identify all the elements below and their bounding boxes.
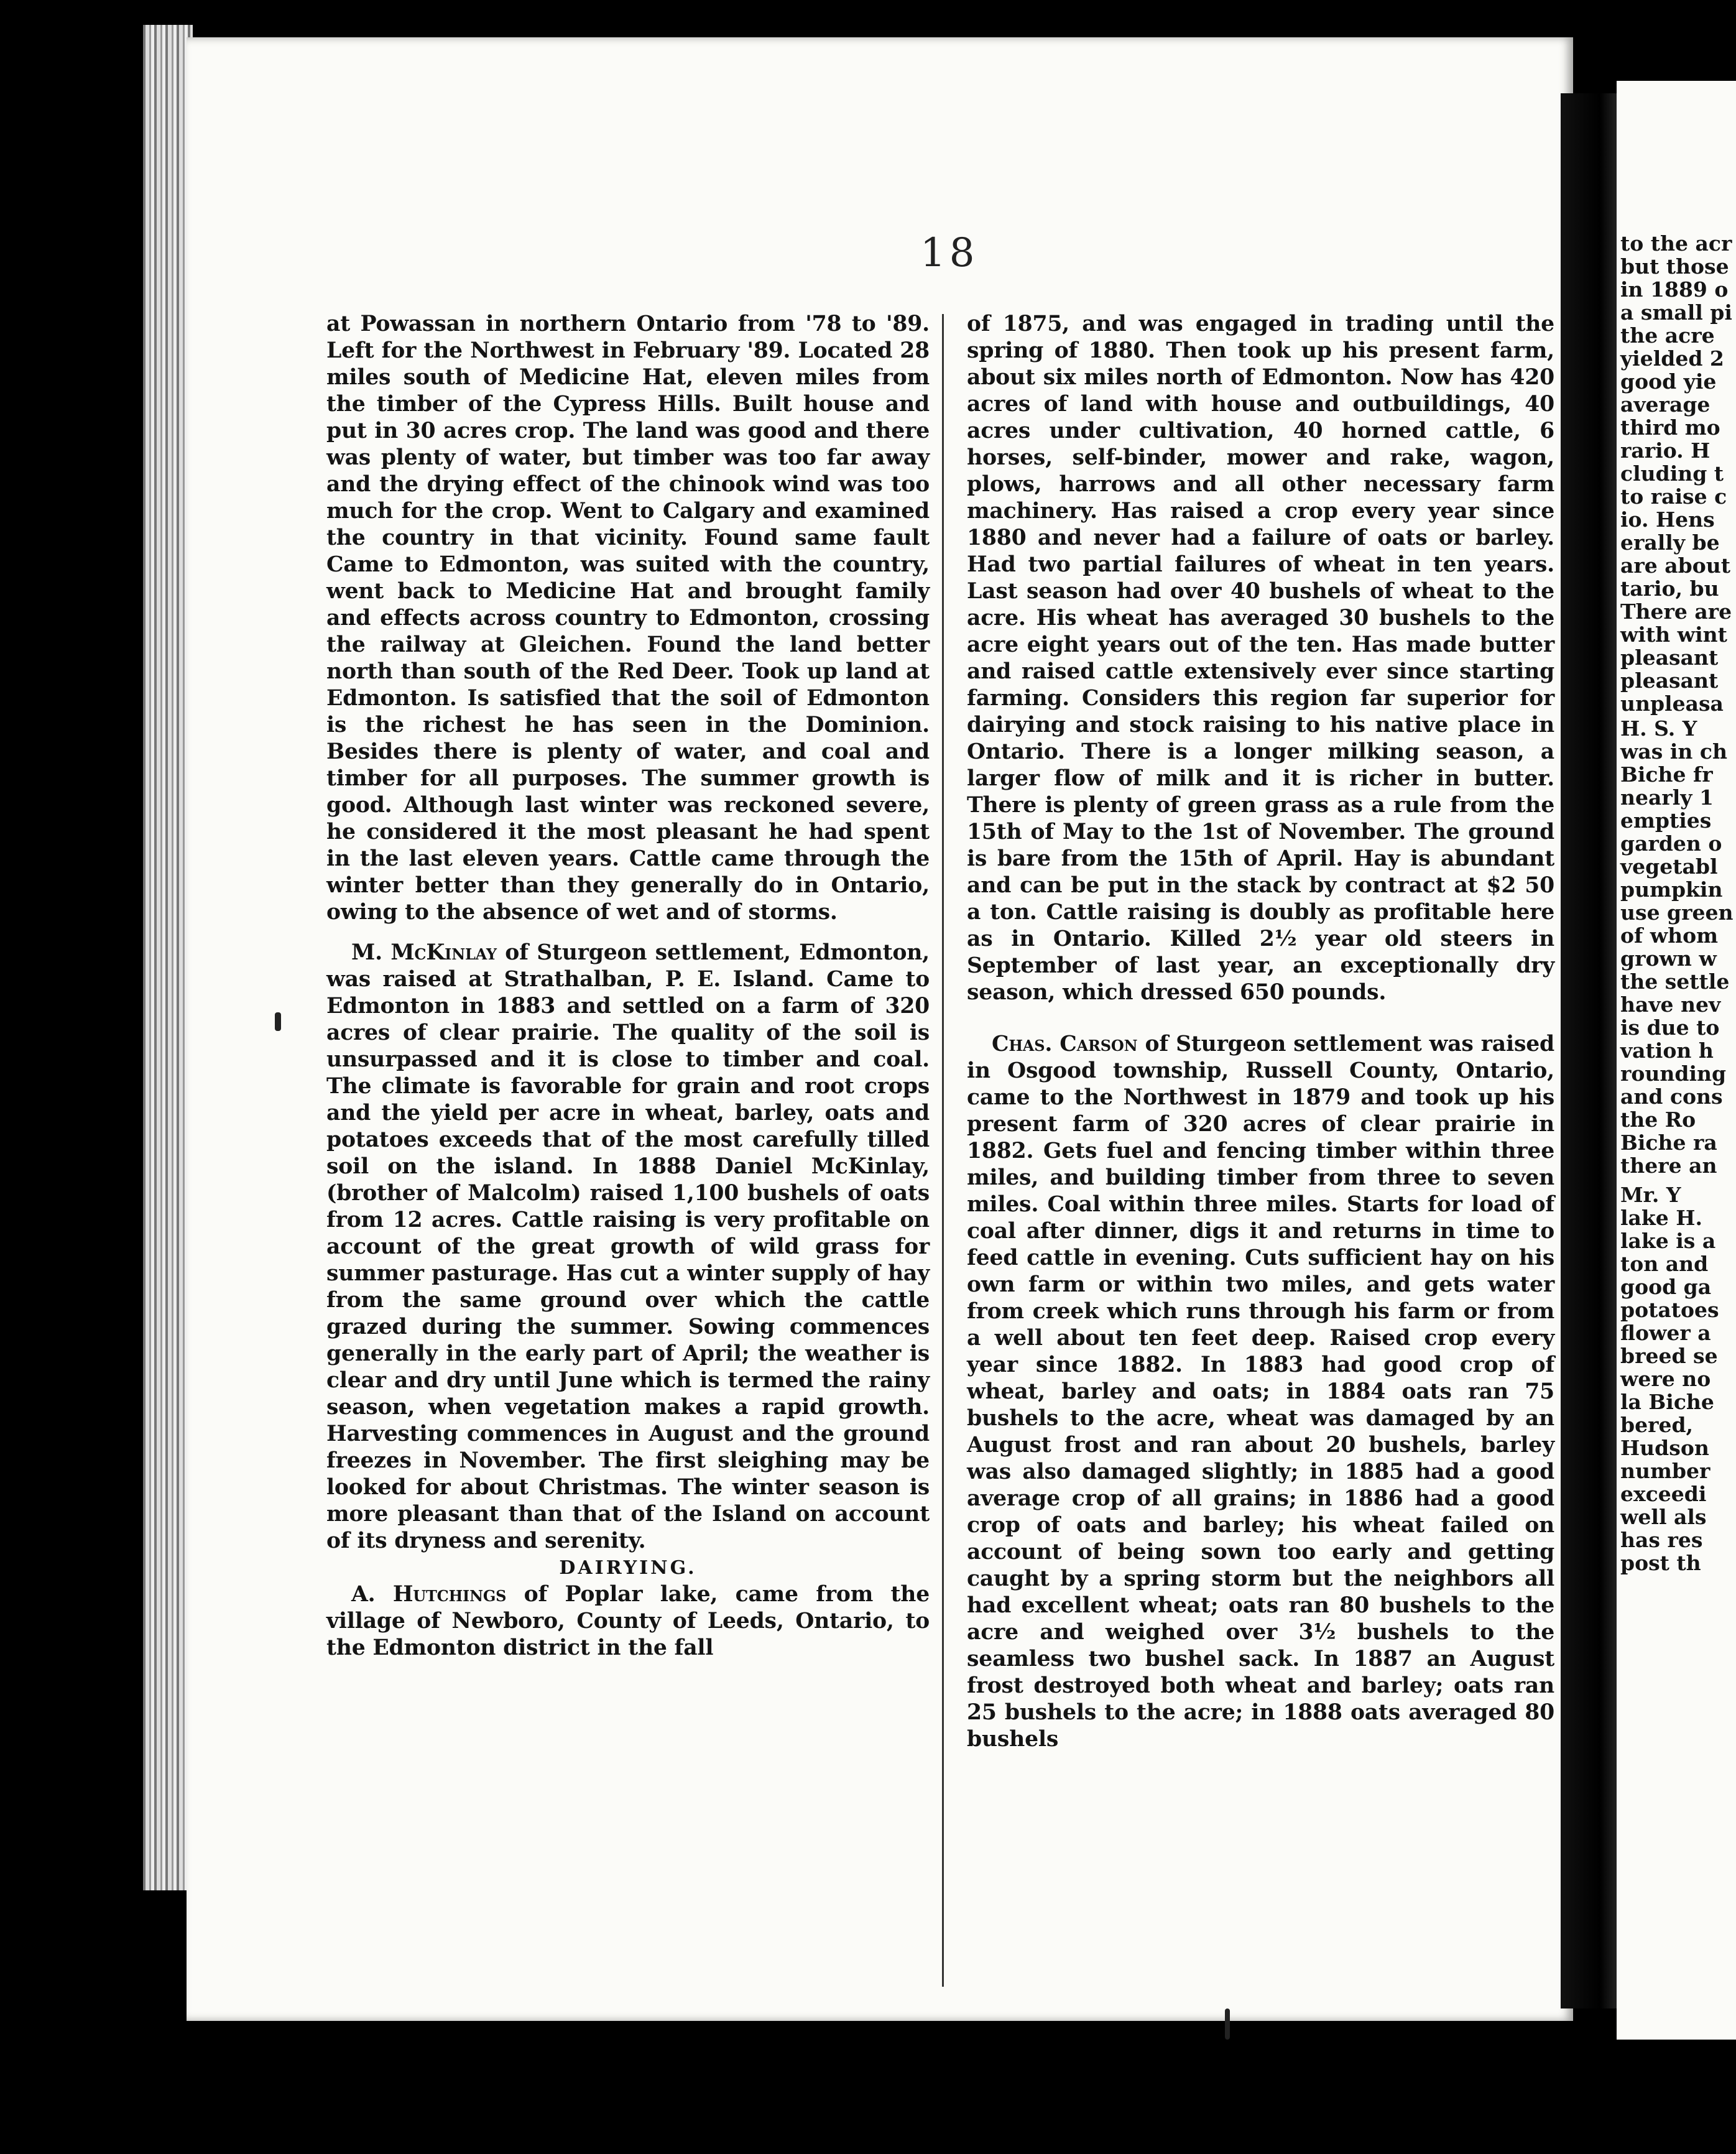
fragment-line: Mr. Y (1620, 1183, 1681, 1207)
fragment-line: erally be (1620, 530, 1720, 555)
fragment-line: average (1620, 392, 1711, 417)
fragment-line: grown w (1620, 946, 1717, 971)
fragment-line: good ga (1620, 1275, 1712, 1299)
fragment-line: yielded 2 (1620, 346, 1724, 371)
person-name: M. McKinlay (351, 940, 497, 965)
fragment-line: the Ro (1620, 1107, 1696, 1132)
paragraph-powassan: at Powassan in northern Ontario from '78 to '89. Left for the Northwest in February '89. Located 28 miles south of Medicine Hat, eleven miles from the timber of the Cypress Hills. Built house and put in 30 acres crop. The land was good and there was plenty of water, but timber was too far away and the drying effect of the chinook wind was too much for the crop. Went to Calgary and examined the country in that vicinity. Found same fault Came to Edmonton, was suited with the country, went back to Medicine Hat and brought family and effects across country to Edmonton, crossing the railway at Gleichen. Found the land better north than south of the Red Deer. Took up land at Edmonton. Is satisfied that the soil of Edmonton is the richest he has seen in the Dominion. Besides there is plenty of water, and coal and timber for all purposes. The summer growth is good. Although last winter was reckoned severe, he considered it the most pleasant he had spent in the last eleven years. Cattle came through the winter better than they generally do in Ontario, owing to the absence of wet and of storms. (326, 312, 930, 925)
fragment-line: vegetabl (1620, 854, 1718, 879)
margin-mark (275, 1012, 281, 1031)
fragment-line: pumpkin (1620, 877, 1723, 902)
fragment-line: a small pi (1620, 300, 1732, 325)
paragraph-hutchings (326, 1581, 930, 1662)
fragment-line: pleasant (1620, 645, 1719, 670)
paragraph-carson (967, 1031, 1554, 1753)
person-name: A. Hutchings (351, 1582, 507, 1607)
section-heading-dairying: DAIRYING. (559, 1557, 697, 1579)
paragraph-text: of Poplar lake, came from the village of Newboro, County of Leeds, Ontario, to the Edmonton district in the fall (326, 1582, 930, 1660)
fragment-line: Hudson (1620, 1436, 1709, 1460)
book-gutter (1561, 93, 1617, 2008)
fragment-line: use green (1620, 900, 1734, 925)
page-mark (1225, 2008, 1230, 2040)
fragment-line: H. S. Y (1620, 716, 1697, 741)
fragment-line: good yie (1620, 369, 1717, 394)
fragment-line: have nev (1620, 992, 1721, 1017)
fragment-line: to raise c (1620, 484, 1727, 509)
fragment-line: third mo (1620, 415, 1720, 440)
fragment-line: were no (1620, 1367, 1711, 1391)
fragment-line: nearly 1 (1620, 785, 1714, 810)
fragment-line: ton and (1620, 1252, 1709, 1276)
fragment-line: rounding (1620, 1061, 1727, 1086)
fragment-line: Biche fr (1620, 762, 1713, 787)
fragment-line: number (1620, 1459, 1711, 1483)
fragment-line: garden o (1620, 831, 1722, 856)
fragment-line: Biche ra (1620, 1130, 1717, 1155)
paragraph-hutchings-continued: of 1875, and was engaged in trading until the spring of 1880. Then took up his present farm, about six miles north of Edmonton. Now has 420 acres of land with house and outbuildings, 40 acres under cultivation, 40 horned cattle, 6 horses, self-binder, mower and rake, wagon, plows, harrows and all other necessary farm machinery. Has raised a crop every year since 1880 and never had a failure of oats or barley. Had two partial failures of wheat in ten years. Last season had over 40 bushels of wheat to the acre. His wheat has averaged 30 bushels to the acre eight years out of the ten. Has made butter and raised cattle extensively ever since starting farming. Considers this region far superior for dairying and stock raising to his native place in Ontario. There is a longer milking season, a larger flow of milk and it is richer in butter. There is plenty of green grass as a rule from the 15th of May to the 1st of November. The ground is bare from the 15th of April. Hay is abundant and can be put in the stack by contract at $2 50 a ton. Cattle raising is doubly as profitable here as in Ontario. Killed 2½ year old steers in September of last year, an exceptionally dry season, which dressed 650 pounds. (967, 312, 1554, 1005)
fragment-line: There are (1620, 599, 1732, 624)
fragment-line: was in ch (1620, 739, 1727, 764)
fragment-line: lake is a (1620, 1229, 1716, 1253)
page-number: 18 (920, 230, 979, 276)
text-column-right (967, 311, 1554, 1753)
text-column-left (326, 311, 930, 1662)
fragment-line: la Biche (1620, 1390, 1714, 1414)
fragment-line: rario. H (1620, 438, 1711, 463)
fragment-line: breed se (1620, 1344, 1718, 1368)
column-divider (942, 314, 944, 1987)
fragment-line: of whom (1620, 923, 1719, 948)
fragment-line: to the acr (1620, 231, 1732, 256)
fragment-line: pleasant (1620, 668, 1719, 693)
fragment-line: the acre (1620, 323, 1715, 348)
fragment-line: empties (1620, 808, 1712, 833)
paragraph-text: of Sturgeon settlement, Edmonton, was raised at Strathalban, P. E. Island. Came to Edmonton in 1883 and settled on a farm of 320 acres of clear prairie. The quality of the soil is unsurpassed and it is close to timber and coal. The climate is favorable for grain and root crops and the yield per acre in wheat, barley, oats and potatoes exceeds that of the most carefully tilled soil on the island. In 1888 Daniel McKinlay, (brother of Malcolm) raised 1,100 bushels of oats from 12 acres. Cattle raising is very profitable on account of the great growth of wild grass for summer pasturage. Has cut a winter supply of hay from the same ground over which the cattle grazed during the summer. Sowing commences generally in the early part of April; the weather is clear and dry until June which is termed the rainy season, when vegetation makes a rapid growth. Harvesting commences in August and the ground freezes in November. The first sleighing may be looked for about Christmas. The winter season is more pleasant than that of the Island on account of its dryness and serenity. (326, 940, 930, 1553)
person-name: Chas. Carson (992, 1032, 1138, 1056)
fragment-line: io. Hens (1620, 507, 1715, 532)
fragment-line: with wint (1620, 622, 1727, 647)
fragment-line: has res (1620, 1528, 1703, 1552)
fragment-line: exceedi (1620, 1482, 1707, 1506)
paragraph-text: of Sturgeon settlement was raised in Osgood township, Russell County, Ontario, came to the Northwest in 1879 and took up his present farm of 320 acres of clear prairie in 1882. Gets fuel and fencing timber within three miles, and building timber from three to seven miles. Coal within three miles. Starts for load of coal after dinner, digs it and returns in time to feed cattle in evening. Cuts sufficient hay on his own farm or within two miles, and gets water from creek which runs through his farm or from a well about ten feet deep. Raised crop every year since 1882. In 1883 had good crop of wheat, barley and oats; in 1884 oats ran 75 bushels to the acre, wheat was damaged by an August frost and ran about 20 bushels, barley was also damaged slightly; in 1885 had a good average crop of all grains; in 1886 had a good crop of oats and barley; his wheat failed on account of being sown too early and getting caught by a spring storm but the neighbors all had excellent wheat; oats ran 80 bushels to the acre and weighed over 3½ bushels to the seamless two bushel sack. In 1887 an August frost destroyed both wheat and barley; oats ran 25 bushels to the acre; in 1888 oats averaged 80 bushels (967, 1032, 1554, 1752)
fragment-line: but those (1620, 254, 1729, 279)
fragment-line: the settle (1620, 969, 1730, 994)
fragment-line: lake H. (1620, 1206, 1702, 1230)
paragraph-mckinlay (326, 940, 930, 1555)
fragment-line: unpleasa (1620, 691, 1724, 716)
fragment-line: potatoes (1620, 1298, 1719, 1322)
fragment-line: post th (1620, 1551, 1701, 1575)
fragment-line: vation h (1620, 1038, 1714, 1063)
page-right-partial (1617, 81, 1736, 2040)
book-edge (143, 25, 193, 1890)
fragment-line: tario, bu (1620, 576, 1719, 601)
fragment-line: flower a (1620, 1321, 1711, 1345)
fragment-line: well als (1620, 1505, 1707, 1529)
fragment-line: bered, (1620, 1413, 1694, 1437)
fragment-line: is due to (1620, 1015, 1720, 1040)
fragment-line: cluding t (1620, 461, 1724, 486)
fragment-line: in 1889 o (1620, 277, 1729, 302)
fragment-line: are about (1620, 553, 1730, 578)
fragment-line: and cons (1620, 1084, 1723, 1109)
fragment-line: there an (1620, 1153, 1717, 1178)
